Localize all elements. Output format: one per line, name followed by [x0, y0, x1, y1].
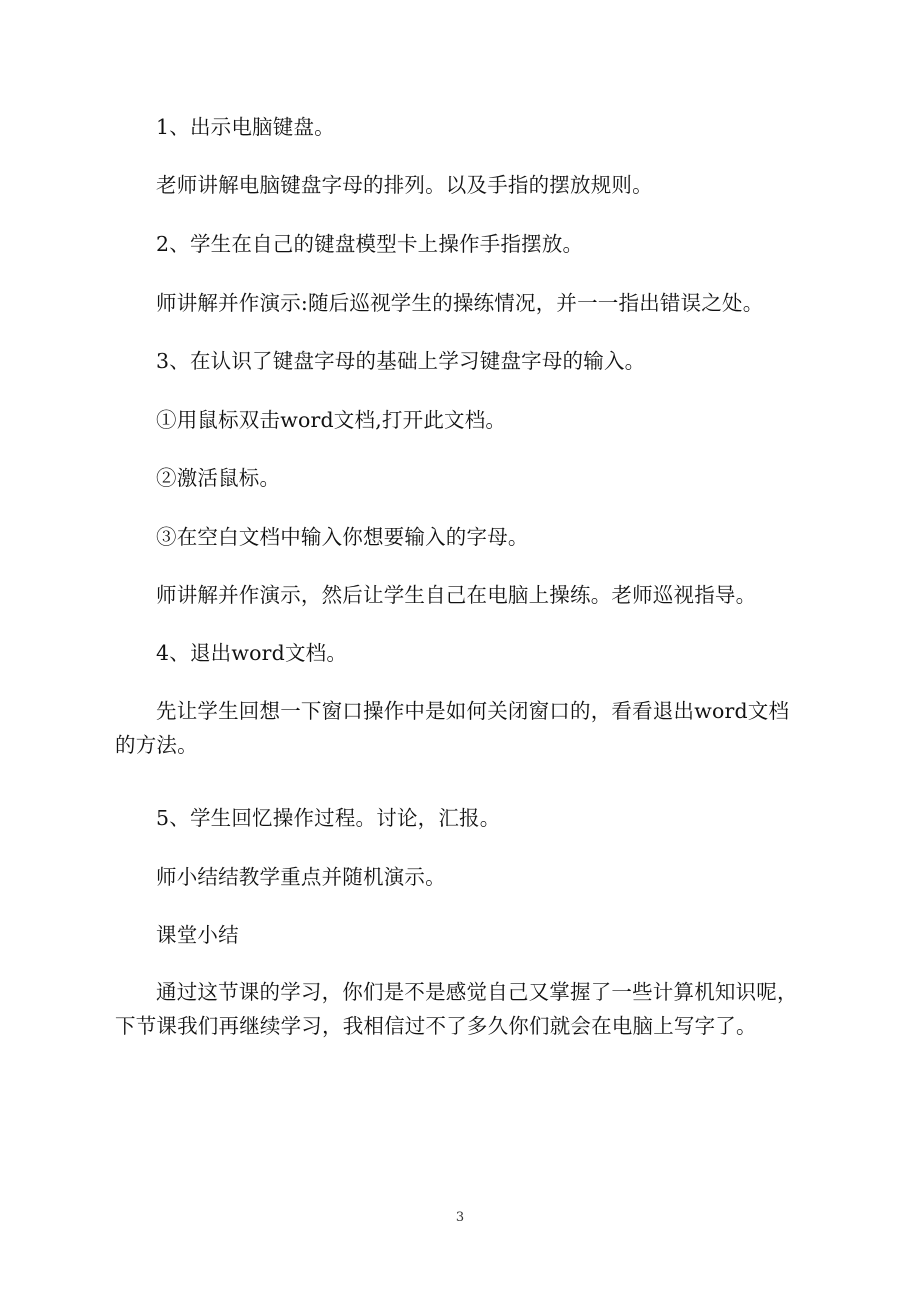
paragraph-12: 5、学生回忆操作过程。讨论，汇报。: [156, 806, 501, 830]
section-heading-summary: 课堂小结: [156, 923, 239, 947]
page-number: 3: [455, 1210, 465, 1225]
paragraph-5: 3、在认识了键盘字母的基础上学习键盘字母的输入。: [156, 349, 646, 373]
paragraph-7: ②激活鼠标。: [156, 466, 281, 490]
paragraph-15: 通过这节课的学习，你们是不是感觉自己又掌握了一些计算机知识呢，下节课我们再继续学习，我相信过不了多久你们就会在电脑上写字了。: [115, 980, 798, 1038]
paragraph-1: 1、出示电脑键盘。: [156, 115, 335, 139]
paragraph-10: 4、退出word文档。: [156, 641, 348, 665]
paragraph-8: ③在空白文档中输入你想要输入的字母。: [156, 525, 529, 549]
paragraph-13: 师小结结教学重点并随机演示。: [156, 865, 446, 889]
paragraph-11: 先让学生回想一下窗口操作中是如何关闭窗口的，看看退出word文档的方法。: [115, 699, 790, 757]
paragraph-6: ①用鼠标双击word文档,打开此文档。: [156, 408, 507, 432]
paragraph-9: 师讲解并作演示，然后让学生自己在电脑上操练。老师巡视指导。: [156, 583, 757, 607]
paragraph-4: 师讲解并作演示:随后巡视学生的操练情况，并一一指出错误之处。: [156, 291, 764, 315]
paragraph-3: 2、学生在自己的键盘模型卡上操作手指摆放。: [156, 232, 584, 256]
paragraph-2: 老师讲解电脑键盘字母的排列。以及手指的摆放规则。: [156, 173, 653, 197]
